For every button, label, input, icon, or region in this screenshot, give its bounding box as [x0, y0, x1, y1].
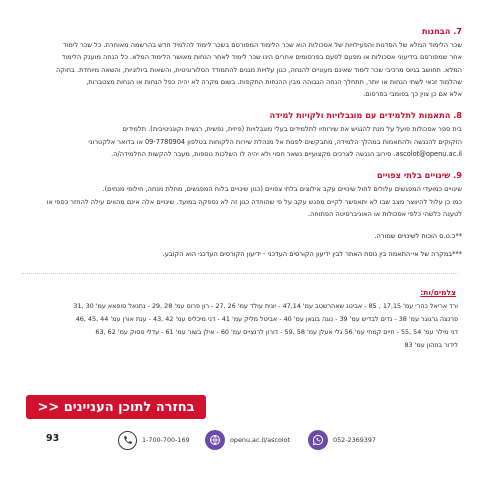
back-to-toc-button[interactable]: בחזרה לתוכן העניינים << — [26, 395, 206, 419]
phone-contact[interactable] — [118, 430, 190, 450]
section-text: בית ספר אסכולות פועל על מנת להנגיש את שירותיו לתלמידים בעלי מוגבלויות (פיזית, נפשית, רגשית וקוגניטיבית). תלמידים הזקוקים להנגשה ולהתאמות במהלך הלמידה, מתבקשים לפנות אל מנהלת שירות הלקוחות בטלפון 09-7780904 או בדואר אלקטרוני ascolot@openu.ac.il. סירוב הנגשה לצרכים מקצועיים נשאר חסוי ולא יהיה לו השלכות נוספות, מעבר להקשות החלמידה/ה. — [88, 125, 462, 159]
whatsapp-number: 052-2369397 — [333, 436, 376, 444]
footnote: ***במקרה של אי-התאמה בין נוסח האתר לבין ידיעון הקורסים העדכני - ידיעון הקורסים העדכני הוא הקובע. — [162, 250, 462, 259]
terms-content — [34, 26, 462, 266]
section-accessibility — [34, 110, 462, 160]
section-unexpected-changes — [34, 170, 462, 220]
section-text: שינויים כמועדי המפגשים עלולים לחול שינויים עקב אילוצים בלתי צפויים (כגון שינויים בלוח המפגשים, מחלת מנחה, חילופי מנחים). כמו כן עלול להיווצר מצב שבו לא יתאפשר לקיים מפגש עקב על פי שהוחדה כגון זה לא נספקה במועד. שינויים אלה אינם מהווים עילה להחזר כספי או לטענה כלשהי כלפי אסכולות או האוניברסיטה הפתוחה. — [46, 185, 462, 218]
section-title: 9. שינויים בלתי צפויים — [376, 170, 462, 181]
page-number: 93 — [46, 433, 60, 444]
phone-number: 1-700-700-169 — [142, 436, 190, 444]
whatsapp-icon — [308, 430, 328, 450]
section-title: 8. התאמות לתלמידים עם מוגבלויות ולקויות למידה — [269, 110, 462, 121]
divider — [22, 273, 458, 274]
website-url: openu.ac.il/ascolot — [230, 436, 291, 444]
section-discounts — [34, 26, 462, 100]
credits-text: ורד אריאל כהרי עמ' 17,15 , 85 - אביטג שאהרשטב עמ' 47,14 - יונית עולד עמ' 26 ,27 - רון פרוס עמ' 28 ,29 - נתנאל סופאא עמ' 30 ,31 פרנצה גרגוגר עמ' 38 - נדים לבדיש עמ' 39 - נוגה בוגאן עמ' 40 - אביטל מליק עמ' 41 - דני מיכליס עמ' 42 ,43 - ענת אורן עמ' 44 ,45 ,46 דני מילר עמ' 54 ,55 - חיים קמחי עמ' 56 גלי אעלן עמ' 58 ,59 - דורון לרנציים עמ' 60 - אילן בשור עמ' 61 - עדלי ססוק עמ' 62 ,63 לידור בוזהון עמ' 83 — [73, 302, 458, 349]
footnote: **כ.ט.ס הוכות לשינויים שמורה. — [374, 232, 462, 241]
section-text: שכר הלימוד המלא של הסדנות והפעילויות של אסכולות הוא שכר הלימוד המפורסם בשכר לימוד להלמיד חדש בהרשמה מאוחרת. כל שכר לימוד אחר שמפורסם בידיעוני אסכולות או מפעם לפעם בפרסומים אחרים הינו שכר לימוד לאחר הנחות מאושר הלימוד המלא. כל הנחה מוענק הלימוד המלא. תחושב בגיוס מרכיבי שכר לימוד שאינם מעוניים להנחה, כגון עלויות מגנים להתמודד הסלורוגיטית, והשאות ביולוגיות, והשאה מיוחדת. בחוקה שהלמוד זכאי לשתי הנחות או יותר, תתחלך הנחה הגבוהה מבין ההנחות התקפות. בשום מקרה לא יהיה כפל הנחות או הנחות מצטברות, אלא אם כן צוין כך בפומבי בפרסום. — [55, 41, 462, 99]
credits-title: צלמים/ות: — [420, 288, 456, 297]
phone-icon — [118, 431, 137, 450]
website-link[interactable] — [205, 430, 290, 450]
section-title: 7. הבחנות — [421, 26, 462, 36]
globe-icon — [205, 430, 225, 450]
whatsapp-contact[interactable] — [308, 430, 376, 450]
footer — [0, 425, 480, 455]
